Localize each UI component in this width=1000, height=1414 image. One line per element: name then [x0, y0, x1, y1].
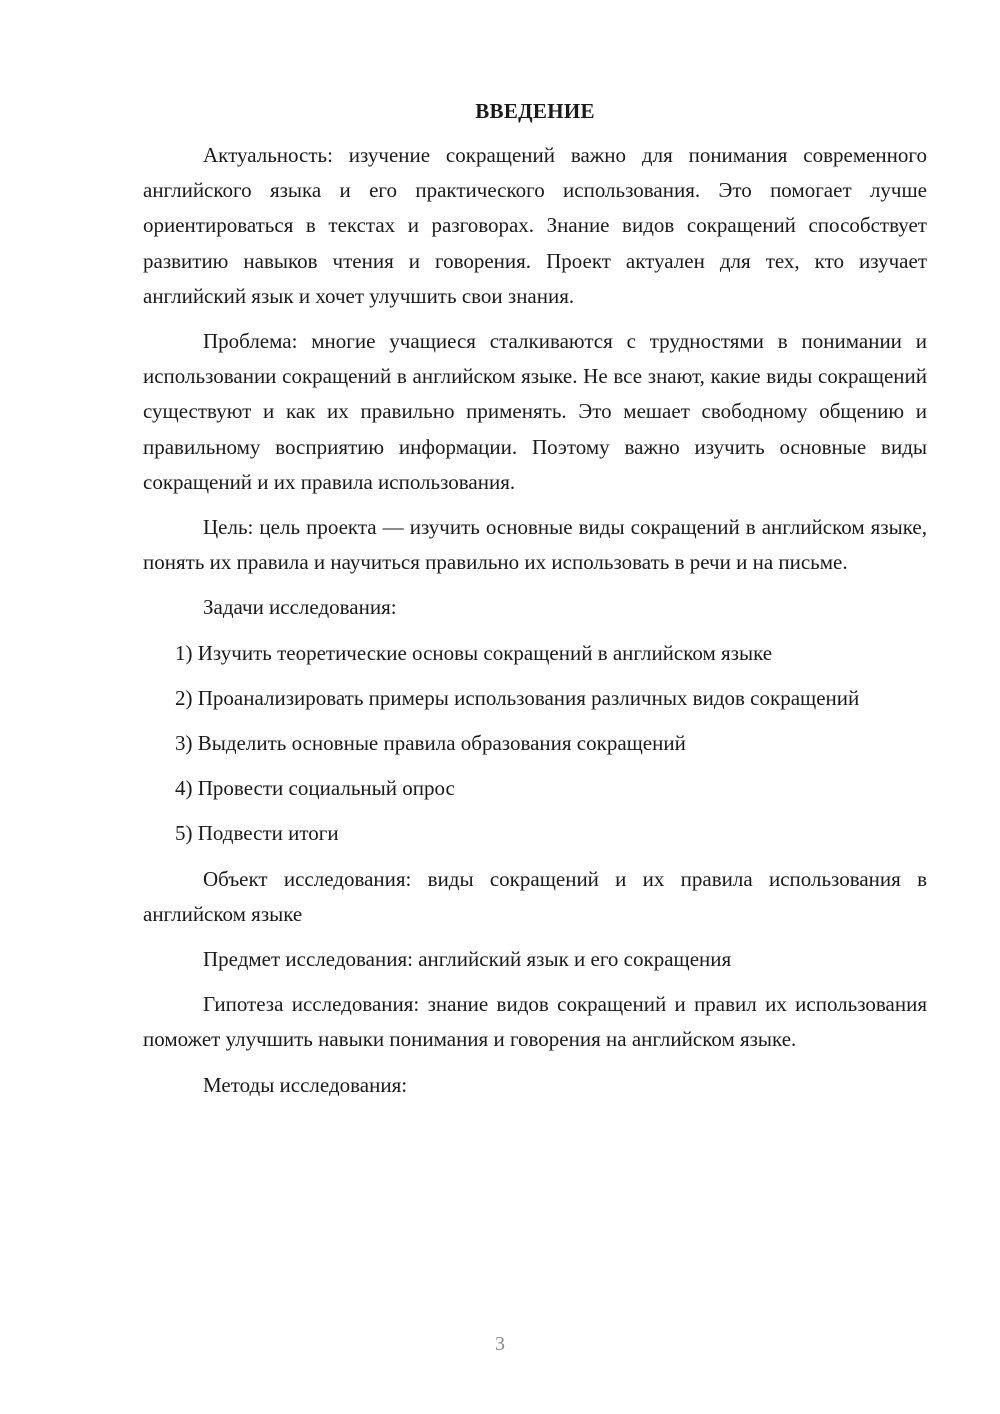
problem-paragraph: Проблема: многие учащиеся сталкиваются с трудностями в понимании и использовании сокращений в английском языке. Не все знают, какие виды сокращений существуют и как их правильно применять. Это мешает свободному общению и правильному восприятию информации. Поэтому важно изучить основные виды сокращений и их правила использования.: [143, 329, 927, 494]
task-item: 1) Изучить теоретические основы сокращений в английском языке: [175, 640, 773, 665]
task-item: 3) Выделить основные правила образования сокращений: [175, 731, 686, 756]
document-page: [143, 94, 927, 1113]
object-paragraph: Объект исследования: виды сокращений и их правила использования в английском языке: [143, 866, 927, 926]
task-item: 5) Подвести итоги: [175, 821, 339, 846]
subject-paragraph: Предмет исследования: английский язык и его сокращения: [203, 947, 732, 972]
tasks-heading: Задачи исследования:: [203, 595, 397, 620]
task-item: 2) Проанализировать примеры использования различных видов сокращений: [175, 685, 860, 710]
goal-paragraph: Цель: цель проекта — изучить основные виды сокращений в английском языке, понять их правила и научиться правильно их использовать в речи и на письме.: [143, 515, 927, 575]
methods-heading: Методы исследования:: [203, 1072, 408, 1097]
relevance-paragraph: Актуальность: изучение сокращений важно для понимания современного английского языка и его практического использования. Это помогает лучше ориентироваться в текстах и разговорах. Знание видов сокращений способствует развитию навыков чтения и говорения. Проект актуален для тех, кто изучает английский язык и хочет улучшить свои знания.: [143, 143, 927, 308]
task-item: 4) Провести социальный опрос: [175, 776, 455, 801]
tasks-list: [143, 636, 927, 852]
page-number: 3: [495, 1333, 505, 1355]
hypothesis-paragraph: Гипотеза исследования: знание видов сокращений и правил их использования поможет улучшить навыки понимания и говорения на английском языке.: [143, 992, 927, 1052]
section-title: ВВЕДЕНИЕ: [475, 99, 595, 123]
